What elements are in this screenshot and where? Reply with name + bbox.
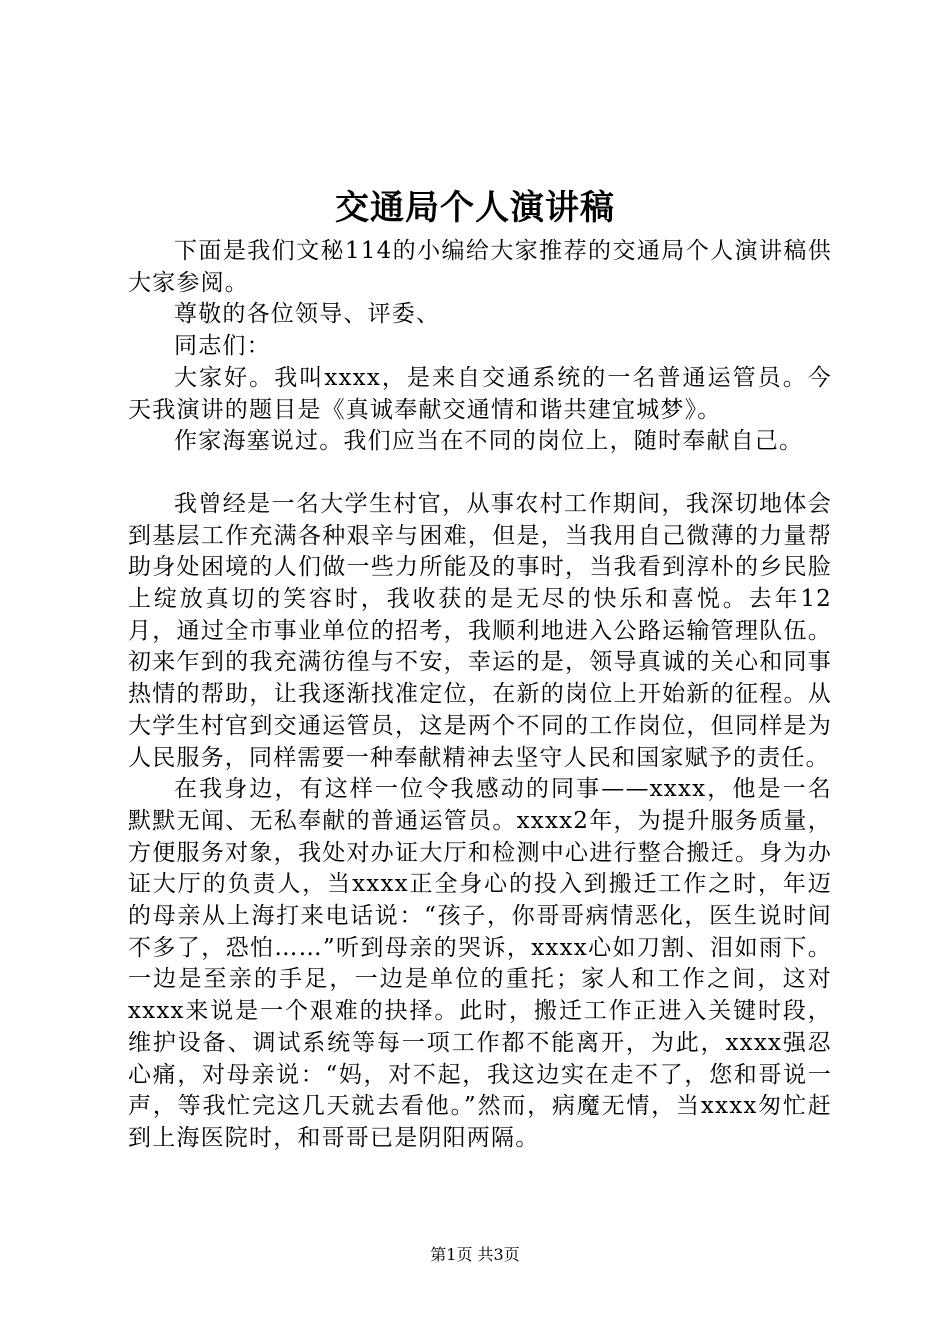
paragraph-experience: 我曾经是一名大学生村官，从事农村工作期间，我深切地体会到基层工作充满各种艰辛与困难，但是，当我用自己微薄的力量帮助身处困境的人们做一些力所能及的事时，当我看到淳朴的乡民脸上绽放真切的笑容时，我收获的是无尽的快乐和喜悦。去年12月，通过全市事业单位的招考，我顺利地进入公路运输管理队伍。初来乍到的我充满彷徨与不安，幸运的是，领导真诚的关心和同事热情的帮助，让我逐渐找准定位，在新的岗位上开始新的征程。从大学生村官到交通运管员，这是两个不同的工作岗位，但同样是为人民服务，同样需要一种奉献精神去坚守人民和国家赋予的责任。 bbox=[128, 490, 832, 771]
paragraph-intro: 下面是我们文秘114的小编给大家推荐的交通局个人演讲稿供大家参阅。 bbox=[128, 238, 832, 296]
paragraph-colleague: 在我身边，有这样一位令我感动的同事——xxxx，他是一名默默无闻、无私奉献的普通运管员。xxxx2年，为提升服务质量，方便服务对象，我处对办证大厅和检测中心进行整合搬迁。身为办证大厅的负责人，当xxxx正全身心的投入到搬迁工作之时，年迈的母亲从上海打来电话说：“孩子，你哥哥病情恶化，医生说时间不多了，恐怕……”听到母亲的哭诉，xxxx心如刀割、泪如雨下。一边是至亲的手足，一边是单位的重托；家人和工作之间，这对xxxx来说是一个艰难的抉择。此时，搬迁工作正进入关键时段，维护设备、调试系统等每一项工作都不能离开，为此，xxxx强忍心痛，对母亲说：“妈，对不起，我这边实在走不了，您和哥说一声，等我忙完这几天就去看他。”然而，病魔无情，当xxxx匆忙赶到上海医院时，和哥哥已是阴阳两隔。 bbox=[128, 776, 832, 1151]
document-body bbox=[128, 236, 832, 1155]
document-title: 交通局个人演讲稿 bbox=[335, 188, 615, 228]
page-footer: 第1页 共3页 bbox=[430, 1245, 520, 1264]
paragraph-greeting: 大家好。我叫xxxx，是来自交通系统的一名普通运管员。今天我演讲的题目是《真诚奉献交通情和谐共建宜城梦》。 bbox=[128, 364, 832, 423]
paragraph-quote: 作家海塞说过。我们应当在不同的岗位上，随时奉献自己。 bbox=[174, 428, 804, 455]
paragraph-comrades: 同志们： bbox=[174, 333, 271, 360]
paragraph-salutation: 尊敬的各位领导、评委、 bbox=[174, 301, 441, 328]
